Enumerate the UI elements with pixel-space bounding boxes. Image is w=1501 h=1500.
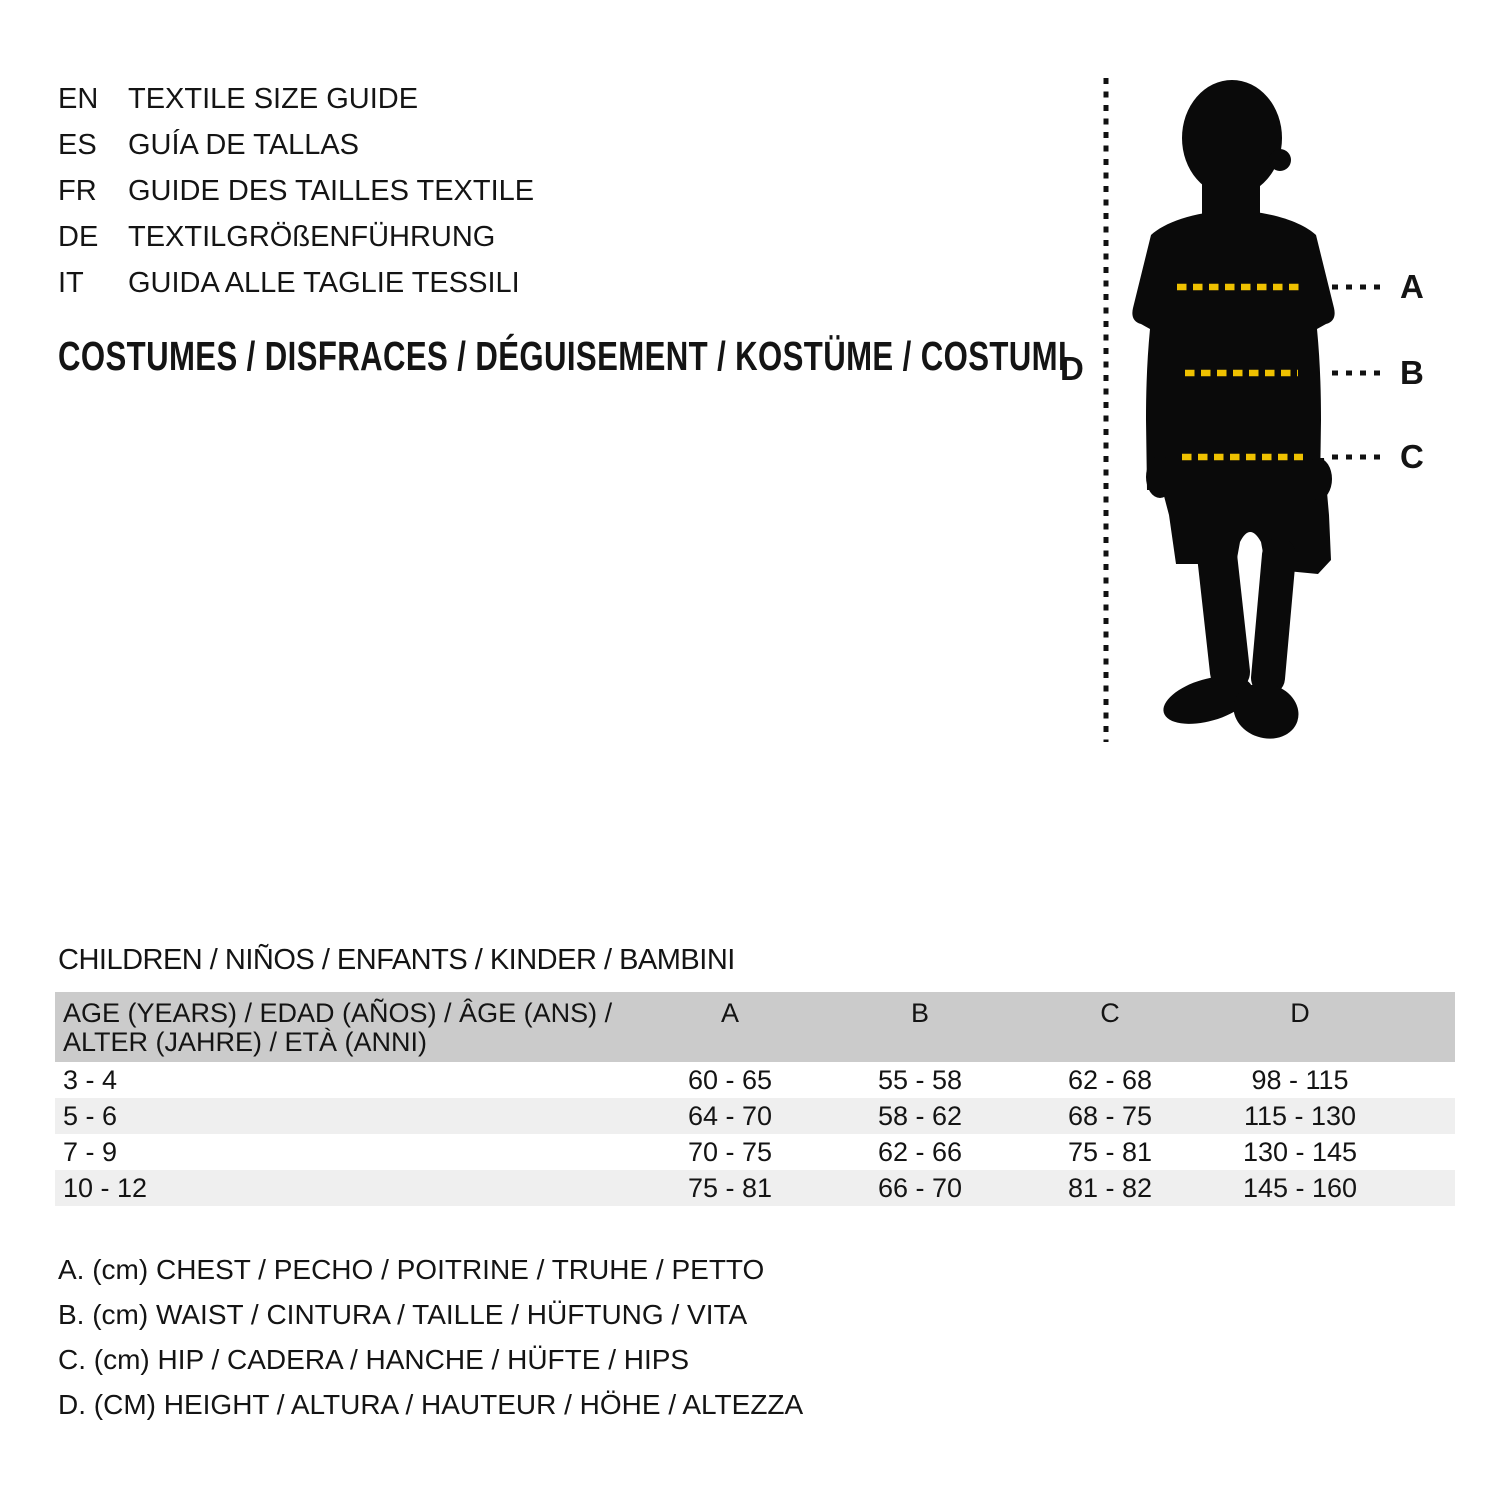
column-header-c: C [1100,998,1120,1028]
table-row [55,1062,1455,1098]
table-row [55,1098,1455,1134]
measurement-figure [1030,60,1501,760]
child-silhouette [1132,80,1334,747]
language-row-it [58,260,534,306]
age-cell: 10 - 12 [63,1172,148,1203]
chest-cell: 60 - 65 [687,1064,773,1095]
column-header-b: B [910,998,929,1028]
language-list [58,76,534,306]
language-code: EN [58,83,99,115]
waist-label: B [1400,354,1424,391]
language-code: ES [58,129,97,161]
left-leg [1217,555,1230,672]
legend-item-hip: C. (cm) HIP / CADERA / HANCHE / HÜFTE / HIPS [58,1344,690,1375]
height-cell: 98 - 115 [1251,1064,1349,1095]
table-section-title: CHILDREN / NIÑOS / ENFANTS / KINDER / BAMBINI [58,944,735,976]
language-title: TEXTILGRÖßENFÜHRUNG [128,221,496,253]
right-leg [1268,555,1279,678]
hip-cell: 75 - 81 [1067,1136,1153,1167]
height-label: D [1060,350,1084,387]
height-cell: 145 - 160 [1242,1172,1358,1203]
hip-cell: 81 - 82 [1067,1172,1153,1203]
language-title: TEXTILE SIZE GUIDE [128,83,419,115]
language-title: GUIDE DES TAILLES TEXTILE [128,175,535,207]
age-cell: 3 - 4 [63,1064,118,1095]
column-header-d: D [1290,998,1310,1028]
measurement-legend [58,1247,803,1427]
waist-cell: 66 - 70 [877,1172,963,1203]
table-row [55,1170,1455,1206]
category-title: COSTUMES / DISFRACES / DÉGUISEMENT / KOSTÜME / COSTUMI [58,333,1068,379]
table-row [55,1134,1455,1170]
hip-cell: 62 - 68 [1067,1064,1153,1095]
right-hand [1304,458,1332,500]
ear [1269,149,1291,171]
legend-item-chest: A. (cm) CHEST / PECHO / POITRINE / TRUHE / PETTO [58,1254,765,1285]
language-code: DE [58,221,99,253]
legend-item-height: D. (CM) HEIGHT / ALTURA / HAUTEUR / HÖHE / ALTEZZA [58,1389,804,1420]
age-header-line1: AGE (YEARS) / EDAD (AÑOS) / ÂGE (ANS) / [63,998,613,1028]
shirt [1132,210,1334,490]
hip-cell: 68 - 75 [1067,1100,1153,1131]
hip-label: C [1400,438,1424,475]
height-cell: 130 - 145 [1242,1136,1358,1167]
language-code: FR [58,175,97,207]
column-header-a: A [720,998,739,1028]
table-header-row [55,992,1455,1062]
chest-cell: 64 - 70 [687,1100,773,1131]
language-code: IT [58,267,84,299]
chest-label: A [1400,268,1424,305]
waist-cell: 58 - 62 [877,1100,963,1131]
language-row-en [58,76,534,122]
chest-cell: 70 - 75 [687,1136,773,1167]
chest-cell: 75 - 81 [687,1172,773,1203]
age-cell: 5 - 6 [63,1100,118,1131]
left-hand [1146,456,1174,498]
waist-cell: 55 - 58 [877,1064,963,1095]
age-column-header [55,992,635,1057]
legend-item-waist: B. (cm) WAIST / CINTURA / TAILLE / HÜFTUNG / VITA [58,1299,748,1330]
language-row-de [58,214,534,260]
age-cell: 7 - 9 [63,1136,118,1167]
child-silhouette-diagram [1030,60,1501,760]
language-title: GUÍA DE TALLAS [128,129,360,161]
language-row-es [58,122,534,168]
waist-cell: 62 - 66 [877,1136,963,1167]
language-row-fr [58,168,534,214]
size-table [55,992,1455,1206]
height-cell: 115 - 130 [1243,1100,1357,1131]
language-title: GUIDA ALLE TAGLIE TESSILI [128,267,520,299]
age-header-line2: ALTER (JAHRE) / ETÀ (ANNI) [63,1027,428,1057]
